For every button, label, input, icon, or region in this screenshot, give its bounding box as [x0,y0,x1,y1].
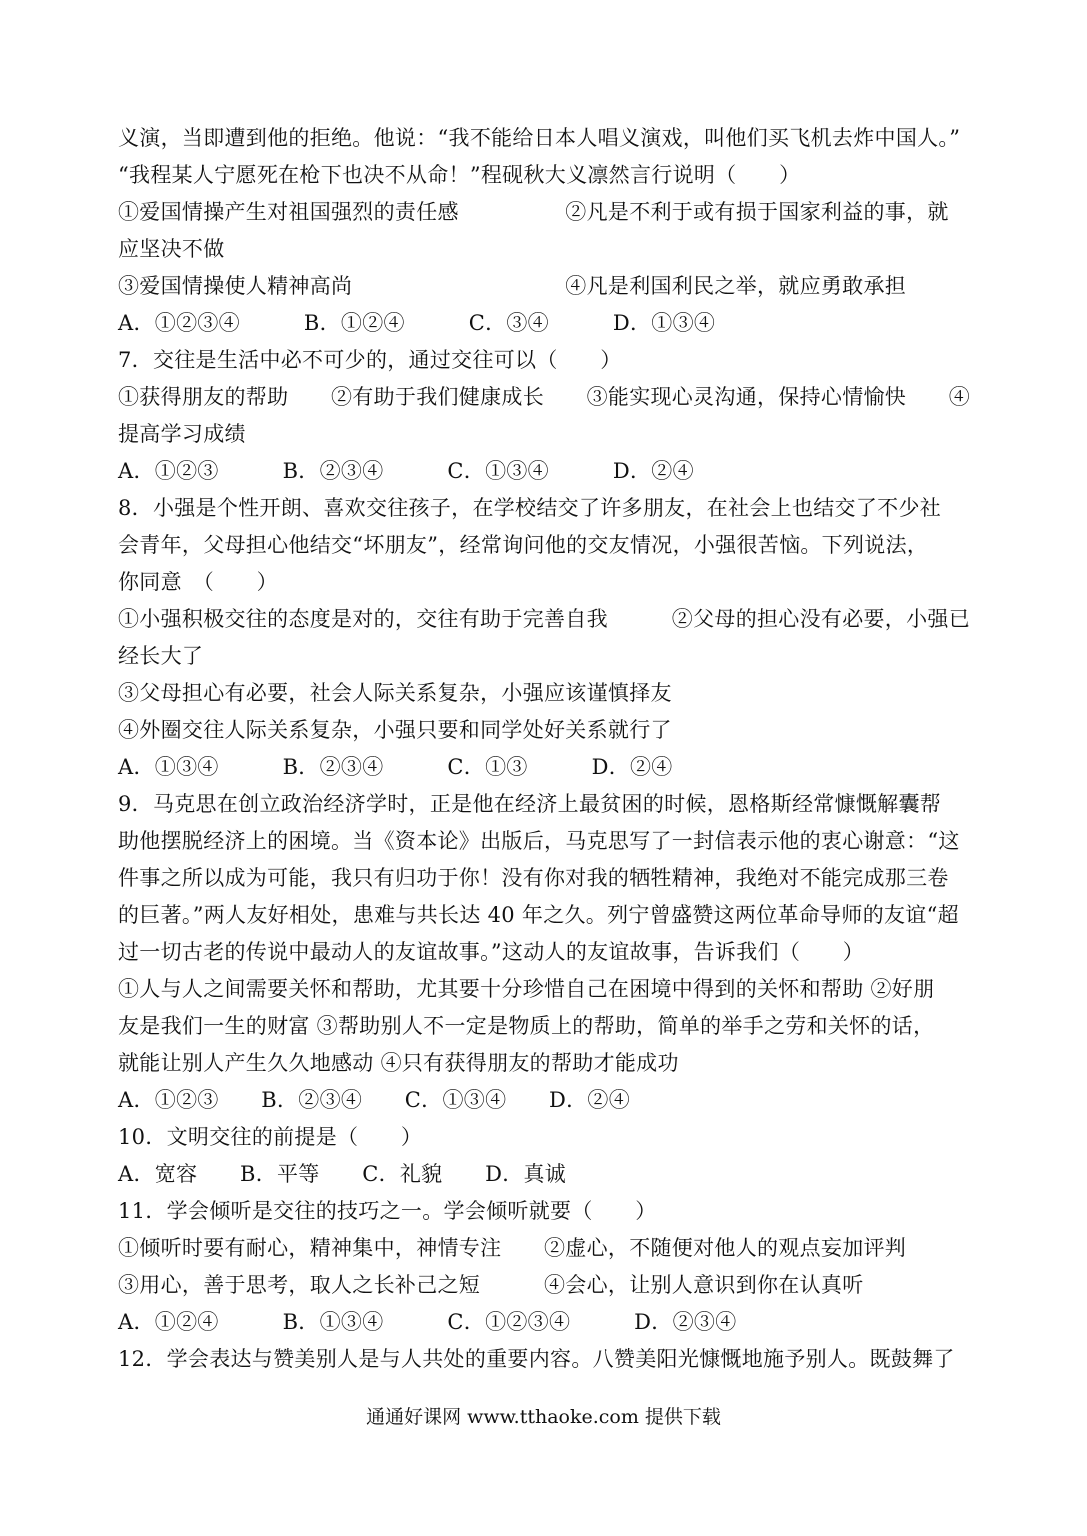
text-line: 经长大了 [118,644,204,668]
text-line: ①爱国情操产生对祖国强烈的责任感 ②凡是不利于或有损于国家利益的事，就 [118,200,949,224]
text-line: A．①②④ B．①③④ C．①②③④ D．②③④ [118,1310,737,1334]
text-line: ①倾听时要有耐心，精神集中，神情专注 ②虚心，不随便对他人的观点妄加评判 [118,1236,907,1260]
text-line: 10．文明交往的前提是（ ） [118,1125,423,1149]
text-line: 你同意 （ ） [118,570,278,594]
text-line: 12．学会表达与赞美别人是与人共处的重要内容。八赞美阳光慷慨地施予别人。既鼓舞了 [118,1347,955,1371]
text-line: 7．交往是生活中必不可少的，通过交往可以（ ） [118,348,622,372]
text-line: ④外圈交往人际关系复杂，小强只要和同学处好关系就行了 [118,718,672,742]
text-line: A．宽容 B．平等 C．礼貌 D．真诚 [118,1162,567,1186]
text-line: 义演，当即遭到他的拒绝。他说：“我不能给日本人唱义演戏，叫他们买飞机去炸中国人。” [118,126,961,150]
text-line: 8．小强是个性开朗、喜欢交往孩子，在学校结交了许多朋友，在社会上也结交了不少社 [118,496,942,520]
text-line: 应坚决不做 [118,237,225,261]
text-line: A．①②③④ B．①②④ C．③④ D．①③④ [118,311,716,335]
document-body [118,120,978,1378]
text-line: ③用心，善于思考，取人之长补己之短 ④会心，让别人意识到你在认真听 [118,1273,864,1297]
text-line: ①人与人之间需要关怀和帮助，尤其要十分珍惜自己在困境中得到的关怀和帮助 ②好朋 [118,977,935,1001]
text-line: 件事之所以成为可能，我只有归功于你！没有你对我的牺牲精神，我绝对不能完成那三卷 [118,866,949,890]
text-line: 会青年，父母担心他结交“坏朋友”，经常询问他的交友情况，小强很苦恼。下列说法， [118,533,929,557]
text-line: “我程某人宁愿死在枪下也决不从命！”程砚秋大义凛然言行说明（ ） [118,163,801,187]
text-line: 过一切古老的传说中最动人的友谊故事。”这动人的友谊故事，告诉我们（ ） [118,940,865,964]
text-line: A．①②③ B．②③④ C．①③④ D．②④ [118,1088,631,1112]
text-line: ①获得朋友的帮助 ②有助于我们健康成长 ③能实现心灵沟通，保持心情愉快 ④ [118,385,970,409]
text-line: A．①③④ B．②③④ C．①③ D．②④ [118,755,673,779]
text-line: ③爱国情操使人精神高尚 ④凡是利国利民之举，就应勇敢承担 [118,274,907,298]
text-line: ③父母担心有必要，社会人际关系复杂，小强应该谨慎择友 [118,681,672,705]
text-line: 友是我们一生的财富 ③帮助别人不一定是物质上的帮助，简单的举手之劳和关怀的话， [118,1014,935,1038]
text-line: 就能让别人产生久久地感动 ④只有获得朋友的帮助才能成功 [118,1051,679,1075]
text-line: 的巨著。”两人友好相处，患难与共长达 40 年之久。列宁曾盛赞这两位革命导师的友谊“超 [118,903,959,927]
text-line: ①小强积极交往的态度是对的，交往有助于完善自我 ②父母的担心没有必要，小强已 [118,607,970,631]
text-line: 11．学会倾听是交往的技巧之一。学会倾听就要（ ） [118,1199,657,1223]
text-line: A．①②③ B．②③④ C．①③④ D．②④ [118,459,694,483]
text-line: 助他摆脱经济上的困境。当《资本论》出版后，马克思写了一封信表示他的衷心谢意：“这 [118,829,960,853]
text-line: 9．马克思在创立政治经济学时，正是他在经济上最贫困的时候，恩格斯经常慷慨解囊帮 [118,792,942,816]
page-footer: 通通好课网 www.tthaoke.com 提供下载 [366,1406,721,1428]
text-line: 提高学习成绩 [118,422,246,446]
